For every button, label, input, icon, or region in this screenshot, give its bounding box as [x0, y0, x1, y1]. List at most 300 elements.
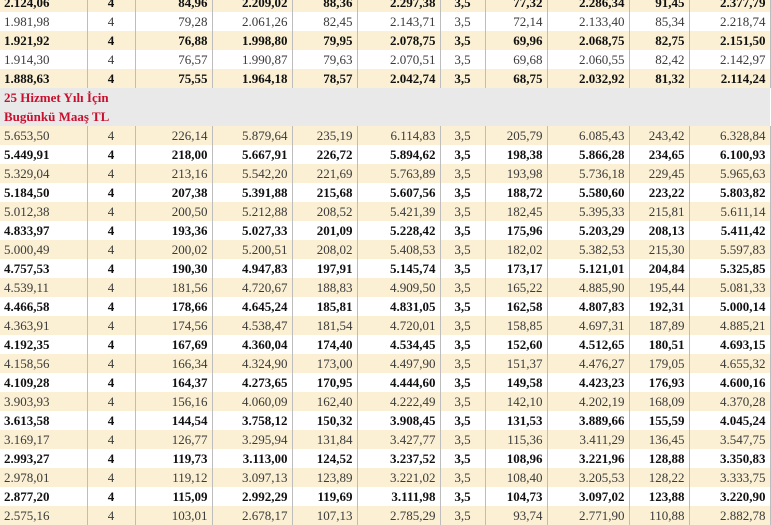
table-cell: 5.000,14	[689, 297, 770, 316]
table-cell: 187,89	[629, 316, 689, 335]
table-cell: 3.613,58	[0, 411, 87, 430]
table-cell: 3.205,53	[547, 468, 629, 487]
table-cell: 3,5	[440, 278, 485, 297]
table-cell: 2.124,06	[0, 0, 87, 12]
table-cell: 69,68	[485, 50, 547, 69]
table-cell: 4	[87, 164, 135, 183]
table-cell: 5.145,74	[357, 259, 440, 278]
table-cell: 166,34	[135, 354, 212, 373]
table-cell: 6.328,84	[689, 126, 770, 145]
table-cell: 190,30	[135, 259, 212, 278]
table-cell: 108,96	[485, 449, 547, 468]
table-cell: 5.653,50	[0, 126, 87, 145]
table-cell: 3.547,75	[689, 430, 770, 449]
table-cell: 72,14	[485, 12, 547, 31]
table-cell: 124,52	[292, 449, 357, 468]
table-cell: 3,5	[440, 430, 485, 449]
table-row	[0, 449, 770, 468]
table-cell: 119,73	[135, 449, 212, 468]
table-cell: 2.060,55	[547, 50, 629, 69]
table-cell: 5.542,20	[212, 164, 292, 183]
table-cell: 4	[87, 221, 135, 240]
table-cell: 76,88	[135, 31, 212, 50]
table-cell: 5.894,62	[357, 145, 440, 164]
table-cell: 4.158,56	[0, 354, 87, 373]
table-cell: 180,51	[629, 335, 689, 354]
table-row	[0, 430, 770, 449]
table-cell: 5.597,83	[689, 240, 770, 259]
table-cell: 3.758,12	[212, 411, 292, 430]
table-cell: 4.539,11	[0, 278, 87, 297]
table-cell: 152,60	[485, 335, 547, 354]
table-cell: 144,54	[135, 411, 212, 430]
table-cell: 3.113,00	[212, 449, 292, 468]
table-cell: 2.070,51	[357, 50, 440, 69]
table-cell: 79,63	[292, 50, 357, 69]
table-cell: 2.133,40	[547, 12, 629, 31]
table-row	[0, 259, 770, 278]
table-cell: 2.993,27	[0, 449, 87, 468]
table-cell: 3,5	[440, 335, 485, 354]
table-cell: 175,96	[485, 221, 547, 240]
table-cell: 4	[87, 278, 135, 297]
table-cell: 165,22	[485, 278, 547, 297]
table-cell: 1.888,63	[0, 69, 87, 88]
table-cell: 68,75	[485, 69, 547, 88]
table-cell: 4	[87, 259, 135, 278]
table-cell: 178,66	[135, 297, 212, 316]
table-cell: 2.575,16	[0, 506, 87, 525]
table-cell: 91,45	[629, 0, 689, 12]
table-cell: 4	[87, 335, 135, 354]
table-cell: 2.377,79	[689, 0, 770, 12]
table-cell: 79,28	[135, 12, 212, 31]
table-cell: 85,34	[629, 12, 689, 31]
table-cell: 208,13	[629, 221, 689, 240]
table-cell: 4.697,31	[547, 316, 629, 335]
table-cell: 205,79	[485, 126, 547, 145]
table-cell: 204,84	[629, 259, 689, 278]
table-cell: 5.012,38	[0, 202, 87, 221]
table-cell: 3,5	[440, 411, 485, 430]
table-cell: 3.111,98	[357, 487, 440, 506]
table-cell: 128,88	[629, 449, 689, 468]
table-cell: 69,96	[485, 31, 547, 50]
table-cell: 5.607,56	[357, 183, 440, 202]
table-cell: 4.909,50	[357, 278, 440, 297]
table-cell: 4	[87, 392, 135, 411]
table-cell: 188,83	[292, 278, 357, 297]
table-cell: 215,30	[629, 240, 689, 259]
table-row	[0, 468, 770, 487]
table-cell: 1.914,30	[0, 50, 87, 69]
table-cell: 226,72	[292, 145, 357, 164]
table-cell: 142,10	[485, 392, 547, 411]
table-cell: 162,40	[292, 392, 357, 411]
table-cell: 1.990,87	[212, 50, 292, 69]
table-cell: 76,57	[135, 50, 212, 69]
table-cell: 5.228,42	[357, 221, 440, 240]
table-row	[0, 145, 770, 164]
table-cell: 235,19	[292, 126, 357, 145]
table-cell: 4.720,67	[212, 278, 292, 297]
table-cell: 4.757,53	[0, 259, 87, 278]
table-cell: 3.169,17	[0, 430, 87, 449]
table-cell: 5.736,18	[547, 164, 629, 183]
table-cell: 174,40	[292, 335, 357, 354]
table-cell: 5.027,33	[212, 221, 292, 240]
table-cell: 3.889,66	[547, 411, 629, 430]
table-cell: 5.395,33	[547, 202, 629, 221]
table-cell: 4.645,24	[212, 297, 292, 316]
table-cell: 200,50	[135, 202, 212, 221]
table-cell: 218,00	[135, 145, 212, 164]
table-cell: 5.763,89	[357, 164, 440, 183]
table-cell: 2.297,38	[357, 0, 440, 12]
table-cell: 3,5	[440, 31, 485, 50]
table-cell: 5.611,14	[689, 202, 770, 221]
section-header-row	[0, 88, 770, 107]
table-cell: 188,72	[485, 183, 547, 202]
table-cell: 6.100,93	[689, 145, 770, 164]
table-cell: 4	[87, 145, 135, 164]
table-cell: 5.329,04	[0, 164, 87, 183]
table-cell: 179,05	[629, 354, 689, 373]
table-cell: 4.202,19	[547, 392, 629, 411]
table-cell: 4.600,16	[689, 373, 770, 392]
table-cell: 193,36	[135, 221, 212, 240]
table-cell: 3,5	[440, 487, 485, 506]
table-cell: 4.833,97	[0, 221, 87, 240]
table-cell: 5.391,88	[212, 183, 292, 202]
table-cell: 208,52	[292, 202, 357, 221]
table-cell: 2.785,29	[357, 506, 440, 525]
table-row	[0, 335, 770, 354]
table-row	[0, 316, 770, 335]
table-cell: 5.803,82	[689, 183, 770, 202]
table-cell: 79,95	[292, 31, 357, 50]
table-cell: 4	[87, 126, 135, 145]
table-cell: 104,73	[485, 487, 547, 506]
table-row	[0, 183, 770, 202]
table-cell: 4.655,32	[689, 354, 770, 373]
table-cell: 78,57	[292, 69, 357, 88]
table-cell: 3,5	[440, 240, 485, 259]
table-cell: 4.466,58	[0, 297, 87, 316]
table-cell: 4	[87, 354, 135, 373]
table-cell: 164,37	[135, 373, 212, 392]
table-row	[0, 392, 770, 411]
table-row	[0, 354, 770, 373]
table-cell: 155,59	[629, 411, 689, 430]
table-cell: 93,74	[485, 506, 547, 525]
table-cell: 5.000,49	[0, 240, 87, 259]
table-cell: 192,31	[629, 297, 689, 316]
table-cell: 4	[87, 0, 135, 12]
table-cell: 201,09	[292, 221, 357, 240]
table-cell: 4.807,83	[547, 297, 629, 316]
table-cell: 2.992,29	[212, 487, 292, 506]
table-cell: 3.097,02	[547, 487, 629, 506]
table-row	[0, 69, 770, 88]
table-cell: 162,58	[485, 297, 547, 316]
table-cell: 5.184,50	[0, 183, 87, 202]
table-cell: 4.538,47	[212, 316, 292, 335]
table-cell: 82,42	[629, 50, 689, 69]
table-cell: 3.295,94	[212, 430, 292, 449]
table-cell: 4.831,05	[357, 297, 440, 316]
table-cell: 3,5	[440, 145, 485, 164]
table-cell: 119,69	[292, 487, 357, 506]
table-cell: 3.097,13	[212, 468, 292, 487]
table-cell: 4	[87, 449, 135, 468]
table-cell: 176,93	[629, 373, 689, 392]
table-cell: 107,13	[292, 506, 357, 525]
table-cell: 2.061,26	[212, 12, 292, 31]
table-cell: 5.121,01	[547, 259, 629, 278]
table-cell: 128,22	[629, 468, 689, 487]
table-cell: 5.449,91	[0, 145, 87, 164]
table-cell: 4	[87, 468, 135, 487]
table-cell: 2.978,01	[0, 468, 87, 487]
table-cell: 3,5	[440, 202, 485, 221]
table-cell: 1.921,92	[0, 31, 87, 50]
table-cell: 131,53	[485, 411, 547, 430]
table-cell: 2.114,24	[689, 69, 770, 88]
table-cell: 103,01	[135, 506, 212, 525]
table-cell: 4	[87, 12, 135, 31]
table-cell: 4	[87, 31, 135, 50]
table-cell: 4	[87, 506, 135, 525]
table-row	[0, 221, 770, 240]
table-cell: 150,32	[292, 411, 357, 430]
table-row	[0, 202, 770, 221]
table-cell: 5.325,85	[689, 259, 770, 278]
table-cell: 215,81	[629, 202, 689, 221]
table-cell: 3,5	[440, 164, 485, 183]
table-cell: 181,56	[135, 278, 212, 297]
table-cell: 2.218,74	[689, 12, 770, 31]
table-cell: 5.382,53	[547, 240, 629, 259]
table-cell: 151,37	[485, 354, 547, 373]
table-cell: 3,5	[440, 183, 485, 202]
table-cell: 2.142,97	[689, 50, 770, 69]
table-cell: 110,88	[629, 506, 689, 525]
table-cell: 5.212,88	[212, 202, 292, 221]
table-cell: 4.885,21	[689, 316, 770, 335]
table-cell: 3.903,93	[0, 392, 87, 411]
table-cell: 229,45	[629, 164, 689, 183]
table-cell: 168,09	[629, 392, 689, 411]
table-row	[0, 31, 770, 50]
table-row	[0, 506, 770, 525]
table-cell: 223,22	[629, 183, 689, 202]
table-cell: 5.408,53	[357, 240, 440, 259]
table-cell: 2.042,74	[357, 69, 440, 88]
table-cell: 4.360,04	[212, 335, 292, 354]
table-cell: 2.143,71	[357, 12, 440, 31]
table-row	[0, 12, 770, 31]
table-cell: 2.678,17	[212, 506, 292, 525]
table-cell: 2.286,34	[547, 0, 629, 12]
table-cell: 5.580,60	[547, 183, 629, 202]
table-cell: 77,32	[485, 0, 547, 12]
table-cell: 4.045,24	[689, 411, 770, 430]
table-cell: 4	[87, 373, 135, 392]
table-cell: 115,09	[135, 487, 212, 506]
table-cell: 1.981,98	[0, 12, 87, 31]
table-cell: 182,45	[485, 202, 547, 221]
table-cell: 3,5	[440, 0, 485, 12]
table-cell: 3,5	[440, 221, 485, 240]
table-cell: 4	[87, 316, 135, 335]
table-cell: 123,88	[629, 487, 689, 506]
table-cell: 3,5	[440, 506, 485, 525]
section-title: 25 Hizmet Yılı İçin	[0, 88, 770, 107]
table-cell: 2.882,78	[689, 506, 770, 525]
table-cell: 156,16	[135, 392, 212, 411]
table-row	[0, 0, 770, 12]
table-cell: 4.512,65	[547, 335, 629, 354]
table-cell: 3.411,29	[547, 430, 629, 449]
table-cell: 3.333,75	[689, 468, 770, 487]
table-cell: 149,58	[485, 373, 547, 392]
table-cell: 221,69	[292, 164, 357, 183]
table-cell: 2.209,02	[212, 0, 292, 12]
table-cell: 4.720,01	[357, 316, 440, 335]
table-cell: 4	[87, 487, 135, 506]
table-cell: 2.771,90	[547, 506, 629, 525]
table-row	[0, 411, 770, 430]
table-cell: 3.220,90	[689, 487, 770, 506]
table-cell: 226,14	[135, 126, 212, 145]
table-cell: 2.151,50	[689, 31, 770, 50]
table-cell: 2.068,75	[547, 31, 629, 50]
table-cell: 198,38	[485, 145, 547, 164]
table-row	[0, 297, 770, 316]
table-cell: 82,45	[292, 12, 357, 31]
table-cell: 3.908,45	[357, 411, 440, 430]
table-cell: 197,91	[292, 259, 357, 278]
table-cell: 4.693,15	[689, 335, 770, 354]
table-cell: 3.221,02	[357, 468, 440, 487]
table-cell: 173,00	[292, 354, 357, 373]
table-cell: 167,69	[135, 335, 212, 354]
table-cell: 213,16	[135, 164, 212, 183]
table-cell: 2.078,75	[357, 31, 440, 50]
table-cell: 4.423,23	[547, 373, 629, 392]
table-cell: 82,75	[629, 31, 689, 50]
table-cell: 3,5	[440, 50, 485, 69]
table-cell: 182,02	[485, 240, 547, 259]
table-cell: 119,12	[135, 468, 212, 487]
table-cell: 81,32	[629, 69, 689, 88]
table-cell: 193,98	[485, 164, 547, 183]
table-cell: 4	[87, 240, 135, 259]
section-header-row	[0, 107, 770, 126]
table-cell: 243,42	[629, 126, 689, 145]
table-cell: 4.363,91	[0, 316, 87, 335]
table-cell: 4.444,60	[357, 373, 440, 392]
table-cell: 4.476,27	[547, 354, 629, 373]
table-cell: 5.879,64	[212, 126, 292, 145]
table-cell: 3,5	[440, 316, 485, 335]
table-cell: 208,02	[292, 240, 357, 259]
table-cell: 4.324,90	[212, 354, 292, 373]
table-cell: 170,95	[292, 373, 357, 392]
table-cell: 4.109,28	[0, 373, 87, 392]
table-cell: 3,5	[440, 259, 485, 278]
table-cell: 3,5	[440, 373, 485, 392]
table-cell: 5.866,28	[547, 145, 629, 164]
table-cell: 123,89	[292, 468, 357, 487]
table-cell: 200,02	[135, 240, 212, 259]
table-row	[0, 50, 770, 69]
table-cell: 4.885,90	[547, 278, 629, 297]
table-cell: 3.427,77	[357, 430, 440, 449]
table-cell: 215,68	[292, 183, 357, 202]
table-cell: 4.534,45	[357, 335, 440, 354]
table-row	[0, 164, 770, 183]
table-cell: 4	[87, 50, 135, 69]
table-row	[0, 278, 770, 297]
table-cell: 3,5	[440, 468, 485, 487]
table-cell: 5.421,39	[357, 202, 440, 221]
table-cell: 4.497,90	[357, 354, 440, 373]
table-cell: 4.370,28	[689, 392, 770, 411]
table-cell: 5.200,51	[212, 240, 292, 259]
table-cell: 4.060,09	[212, 392, 292, 411]
table-row	[0, 240, 770, 259]
table-cell: 2.032,92	[547, 69, 629, 88]
table-cell: 4	[87, 202, 135, 221]
table-cell: 4	[87, 297, 135, 316]
table-cell: 115,36	[485, 430, 547, 449]
table-cell: 75,55	[135, 69, 212, 88]
table-cell: 6.085,43	[547, 126, 629, 145]
table-cell: 5.965,63	[689, 164, 770, 183]
table-cell: 2.877,20	[0, 487, 87, 506]
table-cell: 5.081,33	[689, 278, 770, 297]
table-cell: 3.350,83	[689, 449, 770, 468]
table-cell: 5.667,91	[212, 145, 292, 164]
table-cell: 3,5	[440, 354, 485, 373]
table-cell: 3,5	[440, 297, 485, 316]
table-cell: 195,44	[629, 278, 689, 297]
table-cell: 207,38	[135, 183, 212, 202]
table-cell: 3,5	[440, 12, 485, 31]
table-cell: 4	[87, 69, 135, 88]
table-row	[0, 126, 770, 145]
table-cell: 4.947,83	[212, 259, 292, 278]
table-cell: 158,85	[485, 316, 547, 335]
table-cell: 4	[87, 183, 135, 202]
table-cell: 3,5	[440, 449, 485, 468]
table-cell: 5.203,29	[547, 221, 629, 240]
table-cell: 6.114,83	[357, 126, 440, 145]
table-row	[0, 487, 770, 506]
table-cell: 4.222,49	[357, 392, 440, 411]
table-cell: 4	[87, 411, 135, 430]
table-cell: 173,17	[485, 259, 547, 278]
table-row	[0, 373, 770, 392]
table-cell: 181,54	[292, 316, 357, 335]
table-cell: 84,96	[135, 0, 212, 12]
table-cell: 3,5	[440, 69, 485, 88]
table-cell: 136,45	[629, 430, 689, 449]
table-cell: 3,5	[440, 126, 485, 145]
table-cell: 185,81	[292, 297, 357, 316]
